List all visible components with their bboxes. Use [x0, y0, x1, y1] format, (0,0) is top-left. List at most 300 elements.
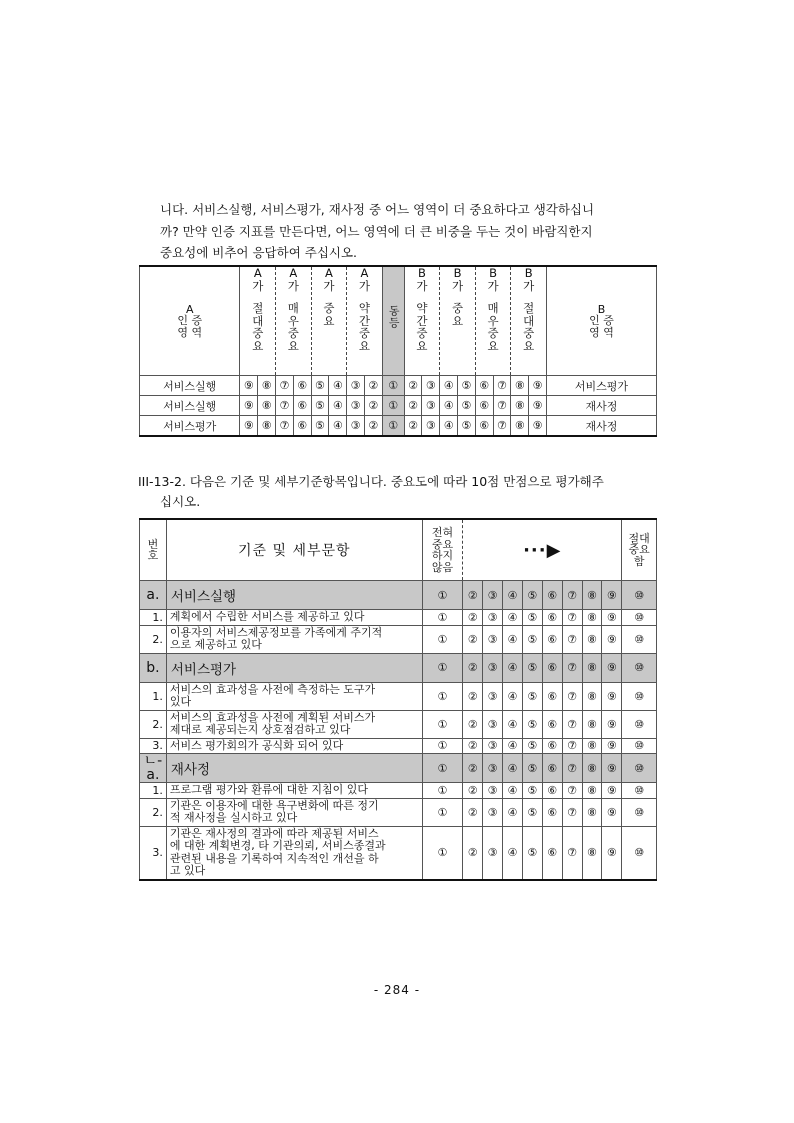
rating-option[interactable]: ③ [483, 682, 503, 710]
scale-option[interactable]: ① [382, 416, 404, 437]
rating-option[interactable]: ⑥ [542, 625, 562, 653]
rating-option[interactable]: ⑥ [542, 610, 562, 626]
scale-option[interactable]: ⑥ [293, 376, 311, 396]
col-top-char: 가 [416, 278, 428, 293]
scale-option[interactable]: ⑦ [493, 396, 511, 416]
scale-option[interactable]: ⑥ [293, 396, 311, 416]
rating-option[interactable]: ⑤ [522, 754, 542, 783]
rating-option[interactable]: ⑩ [622, 710, 657, 738]
a-scale-col-3 [311, 266, 347, 376]
rating-option[interactable]: ④ [503, 738, 523, 754]
row-area-b: 재사정 [546, 416, 656, 437]
rating-option[interactable]: ⑩ [622, 738, 657, 754]
rating-option[interactable]: ⑧ [582, 710, 602, 738]
area-a-label-line: 인 증 [177, 314, 203, 328]
col-top-char: 가 [252, 278, 264, 293]
rating-option[interactable]: ⑦ [562, 653, 582, 682]
scale-option[interactable]: ② [364, 376, 382, 396]
rating-option[interactable]: ② [463, 738, 483, 754]
col-top-char: B [524, 266, 533, 280]
col-bottom-char: 대 [523, 313, 535, 328]
rating-option[interactable]: ⑦ [562, 610, 582, 626]
header-not-important [422, 519, 463, 581]
section-code: a. [140, 581, 167, 610]
header-low-text-line: 하지 [431, 549, 454, 562]
criteria-rating-table [139, 518, 657, 881]
col-top-char: 가 [287, 278, 299, 293]
rating-option[interactable]: ⑦ [562, 625, 582, 653]
scale-option[interactable]: ⑤ [458, 416, 476, 437]
rating-option[interactable]: ④ [503, 783, 523, 799]
rating-option[interactable]: ② [463, 783, 483, 799]
scale-option[interactable]: ⑨ [529, 376, 547, 396]
rating-option[interactable]: ⑩ [622, 625, 657, 653]
rating-option[interactable]: ③ [483, 783, 503, 799]
rating-option[interactable]: ⑦ [562, 581, 582, 610]
b-scale-col-3 [475, 266, 511, 376]
col-bottom-char: 중 [487, 326, 499, 340]
col-top-char: 가 [323, 278, 335, 293]
scale-option[interactable]: ⑨ [529, 396, 547, 416]
page-number: - 284 - [373, 983, 421, 997]
rating-option[interactable]: ⑧ [582, 610, 602, 626]
scale-option[interactable]: ③ [347, 396, 365, 416]
header-low-text-line: 않음 [431, 560, 454, 574]
item-text-line: 서비스 평가회의가 공식화 되어 있다 [169, 738, 344, 752]
rating-option[interactable]: ⑧ [582, 754, 602, 783]
rating-option[interactable]: ⑦ [562, 783, 582, 799]
item-number: 2. [140, 710, 167, 738]
item-text-line: 있다 [169, 695, 192, 708]
rating-option[interactable]: ⑩ [622, 826, 657, 880]
rating-option[interactable]: ⑩ [622, 581, 657, 610]
rating-option[interactable]: ⑦ [562, 682, 582, 710]
table1-header-row [140, 266, 657, 376]
rating-option[interactable]: ⑥ [542, 798, 562, 826]
rating-option[interactable]: ① [422, 738, 463, 754]
question-subtitle-line-1: III-13-2. 다음은 기준 및 세부기준항목입니다. 중요도에 따라 10점 만점으로 평가해주 [138, 474, 604, 489]
col-top-char: A [324, 266, 333, 280]
item-row [140, 610, 657, 626]
rating-option[interactable]: ① [422, 798, 463, 826]
row-area-b: 서비스평가 [546, 376, 656, 396]
rating-option[interactable]: ⑨ [602, 653, 622, 682]
rating-option[interactable]: ② [463, 625, 483, 653]
area-b-label-line: 인 증 [589, 314, 614, 328]
rating-option[interactable]: ⑤ [522, 783, 542, 799]
scale-option[interactable]: ⑨ [240, 376, 258, 396]
area-a-label [140, 304, 239, 339]
col-bottom-char: 우 [287, 313, 299, 328]
col-bottom-char: 중 [523, 326, 535, 340]
rating-option[interactable]: ① [422, 610, 463, 626]
scale-option[interactable]: ② [404, 396, 422, 416]
rating-option[interactable]: ⑦ [562, 798, 582, 826]
rating-option[interactable]: ⑨ [602, 625, 622, 653]
scale-option[interactable]: ③ [347, 376, 365, 396]
col-bottom-char: 요 [287, 338, 299, 353]
rating-option[interactable]: ⑩ [622, 682, 657, 710]
rating-option[interactable]: ③ [483, 625, 503, 653]
header-high-text-line: 절대 [628, 531, 650, 545]
col-bottom-char: 매 [487, 301, 499, 315]
a-scale-col-1 [240, 266, 276, 376]
rating-option[interactable]: ① [422, 625, 463, 653]
scale-option[interactable]: ⑤ [311, 416, 329, 437]
col-top-char: A [360, 266, 369, 280]
scale-option[interactable]: ④ [329, 376, 347, 396]
equal-label: 동등 [387, 305, 401, 329]
rating-option[interactable]: ⑧ [582, 826, 602, 880]
scale-option[interactable]: ③ [422, 376, 440, 396]
scale-option[interactable]: ⑨ [240, 396, 258, 416]
section-code: b. [140, 653, 167, 682]
rating-option[interactable]: ⑤ [522, 610, 542, 626]
col-top-char: B [453, 266, 462, 280]
scale-option[interactable]: ⑧ [258, 396, 276, 416]
col-bottom-char: 간 [416, 313, 428, 328]
scale-option[interactable]: ⑦ [276, 416, 294, 437]
intro-paragraph [160, 199, 660, 264]
rating-option[interactable]: ③ [483, 798, 503, 826]
question-subtitle [138, 472, 658, 512]
col-bottom-char: 중 [416, 326, 428, 340]
rating-option[interactable]: ⑨ [602, 610, 622, 626]
scale-option[interactable]: ⑥ [475, 396, 493, 416]
scale-option[interactable]: ⑧ [511, 396, 529, 416]
a-scale-col-2 [276, 266, 312, 376]
scale-option[interactable]: ⑥ [293, 416, 311, 437]
scale-option[interactable]: ④ [329, 396, 347, 416]
rating-option[interactable]: ③ [483, 653, 503, 682]
rating-option[interactable]: ④ [503, 581, 523, 610]
rating-option[interactable]: ⑧ [582, 581, 602, 610]
scale-option[interactable]: ⑧ [258, 376, 276, 396]
item-row [140, 738, 657, 754]
item-text-line: 제대로 제공되는지 상호점검하고 있다 [169, 723, 351, 736]
rating-option[interactable]: ⑨ [602, 710, 622, 738]
col-bottom-char: 요 [451, 313, 464, 328]
section-code [140, 754, 167, 783]
rating-option[interactable]: ⑨ [602, 798, 622, 826]
rating-option[interactable]: ⑥ [542, 653, 562, 682]
header-title: 기준 및 세부문항 [166, 519, 422, 581]
a-scale-col-3-text [312, 267, 347, 327]
col-bottom-char: 약 [358, 301, 370, 315]
comparison-row [140, 376, 657, 396]
rating-option[interactable]: ⑥ [542, 754, 562, 783]
scale-option[interactable]: ⑥ [475, 376, 493, 396]
scale-option[interactable]: ⑤ [311, 376, 329, 396]
rating-option[interactable]: ⑧ [582, 798, 602, 826]
rating-option[interactable]: ② [463, 581, 483, 610]
question-subtitle-line-2: 십시오. [160, 494, 201, 509]
item-number: 2. [140, 625, 167, 653]
rating-option[interactable]: ④ [503, 625, 523, 653]
scale-option[interactable]: ⑥ [475, 416, 493, 437]
rating-option[interactable]: ⑩ [622, 798, 657, 826]
section-title: 서비스평가 [166, 653, 422, 682]
item-text-line: 서비스의 효과성을 사전에 측정하는 도구가 [169, 682, 376, 696]
rating-option[interactable]: ⑧ [582, 783, 602, 799]
rating-option[interactable]: ⑩ [622, 653, 657, 682]
rating-option[interactable]: ② [463, 754, 483, 783]
col-bottom-char: 요 [358, 338, 370, 353]
rating-option[interactable]: ① [422, 826, 463, 880]
rating-option[interactable]: ⑥ [542, 826, 562, 880]
item-text [166, 625, 422, 653]
rating-option[interactable]: ① [422, 783, 463, 799]
scale-option[interactable]: ④ [440, 376, 458, 396]
scale-option[interactable]: ⑨ [529, 416, 547, 437]
rating-option[interactable]: ③ [483, 610, 503, 626]
rating-option[interactable]: ⑦ [562, 738, 582, 754]
rating-option[interactable]: ③ [483, 710, 503, 738]
rating-option[interactable]: ⑨ [602, 738, 622, 754]
rating-option[interactable]: ⑨ [602, 581, 622, 610]
area-b-label-line: 영 역 [589, 325, 614, 339]
rating-option[interactable]: ⑨ [602, 754, 622, 783]
header-area-a [140, 266, 240, 376]
scale-option[interactable]: ① [382, 376, 404, 396]
col-bottom-char: 중 [451, 301, 464, 315]
header-arrow [463, 519, 622, 581]
item-row [140, 710, 657, 738]
a-scale-col-4 [347, 266, 383, 376]
rating-option[interactable]: ⑨ [602, 783, 622, 799]
col-bottom-char: 요 [323, 313, 335, 328]
b-scale-col-4 [511, 266, 547, 376]
rating-option[interactable]: ⑥ [542, 581, 562, 610]
rating-option[interactable]: ① [422, 710, 463, 738]
arrow-right-icon: ···▶ [523, 539, 562, 561]
rating-option[interactable]: ④ [503, 798, 523, 826]
a-scale-col-2-text [276, 267, 311, 352]
item-number: 3. [140, 738, 167, 754]
scale-option[interactable]: ⑦ [493, 376, 511, 396]
area-b-label-line: B [597, 302, 606, 316]
col-bottom-char: 절 [523, 301, 535, 315]
rating-option[interactable]: ① [422, 653, 463, 682]
rating-option[interactable]: ① [422, 581, 463, 610]
scale-option[interactable]: ② [364, 396, 382, 416]
col-bottom-char: 약 [416, 301, 428, 315]
col-bottom-char: 우 [487, 313, 499, 328]
section-code-line: ㄴ- [143, 753, 163, 769]
rating-option[interactable]: ③ [483, 738, 503, 754]
rating-option[interactable]: ⑤ [522, 710, 542, 738]
row-area-b: 재사정 [546, 396, 656, 416]
rating-option[interactable]: ② [463, 826, 483, 880]
rating-option[interactable]: ④ [503, 754, 523, 783]
area-a-label-line: A [185, 302, 194, 316]
item-row [140, 682, 657, 710]
rating-option[interactable]: ⑧ [582, 653, 602, 682]
section-row [140, 653, 657, 682]
rating-option[interactable]: ① [422, 754, 463, 783]
col-bottom-char: 중 [358, 326, 370, 340]
rating-option[interactable]: ⑤ [522, 653, 542, 682]
rating-option[interactable]: ⑥ [542, 682, 562, 710]
scale-option[interactable]: ⑤ [311, 396, 329, 416]
col-bottom-char: 요 [416, 338, 428, 353]
item-number: 2. [140, 798, 167, 826]
col-bottom-char: 대 [252, 313, 264, 328]
scale-option[interactable]: ⑧ [258, 416, 276, 437]
item-text-line: 고 있다 [169, 864, 206, 877]
b-scale-col-2 [440, 266, 476, 376]
rating-option[interactable]: ⑧ [582, 682, 602, 710]
rating-option[interactable]: ⑩ [622, 783, 657, 799]
intro-line: 까? 만약 인증 지표를 만든다면, 어느 영역에 더 큰 비중을 두는 것이 바람직한지 [160, 223, 593, 239]
scale-option[interactable]: ⑦ [276, 376, 294, 396]
scale-option[interactable]: ⑦ [276, 396, 294, 416]
item-row [140, 783, 657, 799]
b-scale-col-1 [404, 266, 440, 376]
rating-option[interactable]: ⑥ [542, 710, 562, 738]
item-text [166, 738, 422, 754]
item-row [140, 625, 657, 653]
b-scale-col-3-text [476, 267, 511, 352]
scale-option[interactable]: ② [404, 376, 422, 396]
header-number-text [140, 539, 166, 562]
col-bottom-char: 중 [252, 326, 264, 340]
col-bottom-char: 매 [287, 301, 299, 315]
header-low-text-line: 중요 [431, 537, 454, 551]
rating-option[interactable]: ② [463, 798, 483, 826]
rating-option[interactable]: ⑩ [622, 610, 657, 626]
rating-option[interactable]: ② [463, 610, 483, 626]
intro-line: 니다. 서비스실행, 서비스평가, 재사정 중 어느 영역이 더 중요하다고 생각하십니 [160, 202, 595, 217]
rating-option[interactable]: ⑤ [522, 738, 542, 754]
rating-option[interactable]: ② [463, 710, 483, 738]
a-scale-col-1-text [240, 267, 275, 352]
rating-option[interactable]: ④ [503, 610, 523, 626]
item-text [166, 783, 422, 799]
rating-option[interactable]: ③ [483, 581, 503, 610]
section-code-line: a. [146, 767, 160, 783]
header-number-text-line: 호 [147, 549, 159, 562]
col-bottom-char: 간 [358, 313, 370, 328]
item-number: 3. [140, 826, 167, 880]
scale-option[interactable]: ⑤ [458, 376, 476, 396]
scale-option[interactable]: ④ [440, 396, 458, 416]
scale-option[interactable]: ③ [422, 396, 440, 416]
col-top-char: B [489, 266, 498, 280]
rating-option[interactable]: ④ [503, 682, 523, 710]
rating-option[interactable]: ① [422, 682, 463, 710]
scale-option[interactable]: ⑧ [511, 376, 529, 396]
scale-option[interactable]: ④ [440, 416, 458, 437]
header-area-b [546, 266, 656, 376]
item-row [140, 798, 657, 826]
item-text-line: 기관은 재사정의 결과에 따라 제공된 서비스 [169, 826, 379, 840]
rating-option[interactable]: ⑤ [522, 682, 542, 710]
scale-option[interactable]: ④ [329, 416, 347, 437]
item-text-line: 서비스의 효과성을 사전에 계획된 서비스가 [169, 710, 376, 724]
scale-option[interactable]: ② [404, 416, 422, 437]
header-low-text-line: 전혀 [431, 526, 454, 539]
section-title: 서비스실행 [166, 581, 422, 610]
scale-option[interactable]: ⑧ [511, 416, 529, 437]
item-text [166, 682, 422, 710]
col-top-char: 가 [523, 278, 535, 293]
rating-option[interactable]: ⑦ [562, 754, 582, 783]
section-row [140, 581, 657, 610]
col-top-char: 가 [487, 278, 499, 293]
rating-option[interactable]: ⑤ [522, 798, 542, 826]
row-area-a: 서비스실행 [140, 376, 240, 396]
rating-option[interactable]: ③ [483, 754, 503, 783]
rating-option[interactable]: ⑩ [622, 754, 657, 783]
row-area-a: 서비스평가 [140, 416, 240, 437]
rating-option[interactable]: ⑤ [522, 581, 542, 610]
item-number: 1. [140, 610, 167, 626]
item-text-line: 관련된 내용을 기록하여 지속적인 개선을 하 [169, 851, 379, 865]
b-scale-col-2-text [440, 267, 475, 327]
item-text [166, 710, 422, 738]
item-text-line: 프로그램 평가와 환류에 대한 지침이 있다 [169, 783, 369, 796]
header-low-text [423, 527, 463, 573]
scale-option[interactable]: ⑨ [240, 416, 258, 437]
pairwise-comparison-table [139, 265, 657, 437]
item-text [166, 798, 422, 826]
b-scale-col-1-text [405, 267, 440, 352]
row-area-a: 서비스실행 [140, 396, 240, 416]
section-row [140, 754, 657, 783]
scale-option[interactable]: ③ [347, 416, 365, 437]
rating-option[interactable]: ③ [483, 826, 503, 880]
rating-option[interactable]: ④ [503, 710, 523, 738]
rating-option[interactable]: ⑧ [582, 738, 602, 754]
section-title: 재사정 [166, 754, 422, 783]
scale-option[interactable]: ⑤ [458, 396, 476, 416]
rating-option[interactable]: ⑧ [582, 625, 602, 653]
item-number: 1. [140, 783, 167, 799]
col-bottom-char: 요 [252, 338, 264, 353]
col-bottom-char: 요 [523, 338, 535, 353]
intro-line: 중요성에 비추어 응답하여 주십시오. [160, 245, 358, 260]
scale-option[interactable]: ② [364, 416, 382, 437]
area-a-label-line: 영 역 [177, 325, 203, 339]
item-text-line: 이용자의 서비스제공정보를 가족에게 주기적 [169, 625, 383, 639]
rating-option[interactable]: ⑤ [522, 826, 542, 880]
rating-option[interactable]: ⑥ [542, 783, 562, 799]
rating-option[interactable]: ② [463, 653, 483, 682]
item-number: 1. [140, 682, 167, 710]
rating-option[interactable]: ⑤ [522, 625, 542, 653]
rating-option[interactable]: ⑦ [562, 710, 582, 738]
header-high-text-line: 중요 [628, 543, 650, 557]
header-high-text-line: 함 [633, 554, 645, 568]
scale-option[interactable]: ③ [422, 416, 440, 437]
rating-option[interactable]: ⑥ [542, 738, 562, 754]
rating-option[interactable]: ⑨ [602, 826, 622, 880]
rating-option[interactable]: ② [463, 682, 483, 710]
rating-option[interactable]: ④ [503, 653, 523, 682]
scale-option[interactable]: ⑦ [493, 416, 511, 437]
rating-option[interactable]: ④ [503, 826, 523, 880]
item-text [166, 826, 422, 880]
rating-option[interactable]: ⑦ [562, 826, 582, 880]
scale-option[interactable]: ① [382, 396, 404, 416]
equal-col [382, 266, 404, 376]
rating-option[interactable]: ⑨ [602, 682, 622, 710]
header-number-text-line: 번 [147, 537, 159, 551]
col-bottom-char: 절 [252, 301, 264, 315]
a-scale-col-4-text [347, 267, 382, 352]
item-text-line: 으로 제공하고 있다 [169, 638, 262, 651]
